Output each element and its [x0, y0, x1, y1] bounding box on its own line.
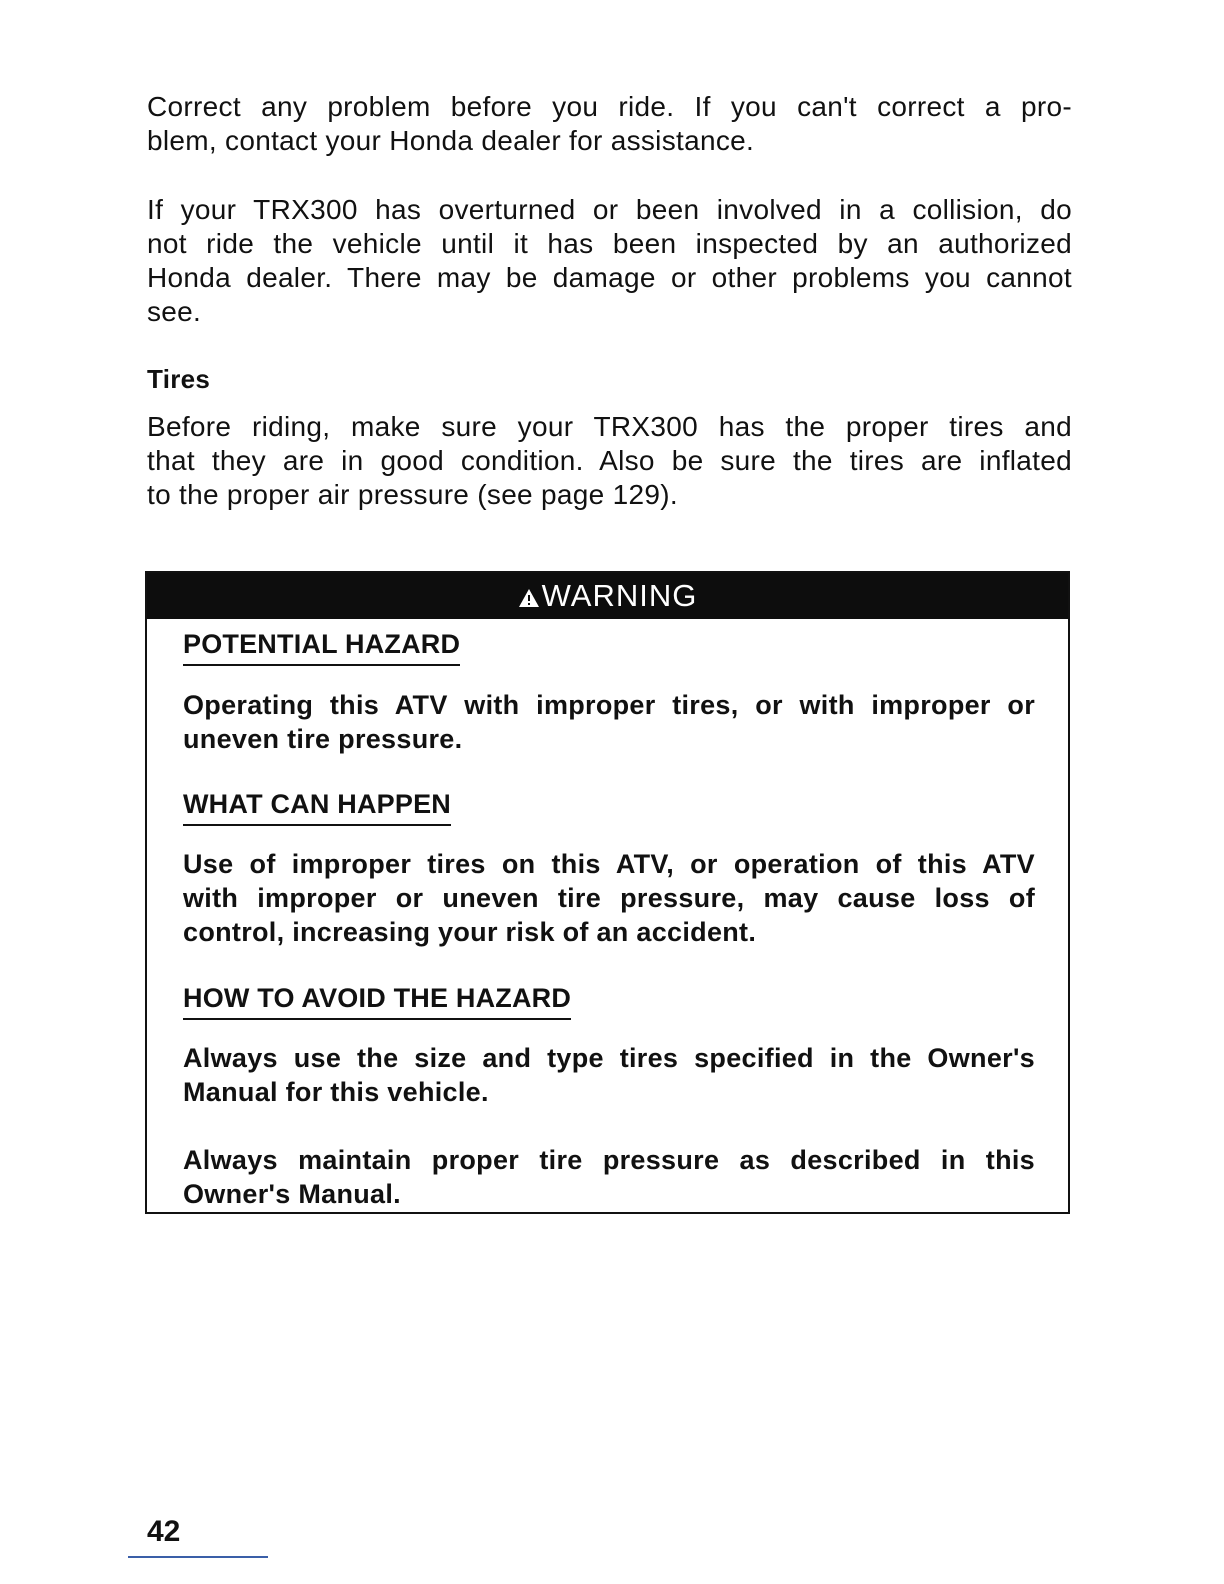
text-line: Before riding, make sure your TRX300 has the proper tires and [147, 411, 1072, 442]
what-can-happen-heading: WHAT CAN HAPPEN [183, 789, 451, 826]
text-line: Always maintain proper tire pressure as described in this [183, 1145, 1035, 1175]
text-line: Manual for this vehicle. [183, 1077, 489, 1107]
intro-paragraph-1 [147, 90, 1072, 158]
page-footer-rule [128, 1556, 268, 1558]
text-line: Always use the size and type tires specified in the Owner's [183, 1043, 1035, 1073]
tires-paragraph [147, 410, 1072, 512]
page-number: 42 [147, 1515, 181, 1548]
text-line: Use of improper tires on this ATV, or operation of this ATV [183, 849, 1035, 879]
how-to-avoid-text-1 [183, 1041, 1035, 1109]
warning-header-bar [147, 573, 1068, 619]
warning-box [145, 571, 1070, 1214]
warning-triangle-icon [518, 580, 540, 616]
what-can-happen-text [183, 847, 1035, 949]
warning-title: WARNING [541, 578, 698, 613]
text-line: uneven tire pressure. [183, 724, 463, 754]
text-line: Owner's Manual. [183, 1179, 401, 1209]
text-line: Operating this ATV with improper tires, or with improper or [183, 690, 1035, 720]
intro-paragraph-2 [147, 193, 1072, 329]
potential-hazard-text [183, 688, 1035, 756]
how-to-avoid-heading: HOW TO AVOID THE HAZARD [183, 983, 571, 1020]
potential-hazard-heading: POTENTIAL HAZARD [183, 629, 460, 666]
text-line: see. [147, 296, 202, 327]
tires-heading: Tires [147, 364, 211, 394]
text-line: Correct any problem before you ride. If you can't correct a pro- [147, 91, 1072, 122]
text-line: control, increasing your risk of an accident. [183, 917, 757, 947]
text-line: that they are in good condition. Also be sure the tires are inflated [147, 445, 1072, 476]
text-line: Honda dealer. There may be damage or other problems you cannot [147, 262, 1072, 293]
text-line: not ride the vehicle until it has been inspected by an authorized [147, 228, 1072, 259]
text-line: blem, contact your Honda dealer for assistance. [147, 125, 755, 156]
how-to-avoid-text-2 [183, 1143, 1035, 1211]
text-line: If your TRX300 has overturned or been involved in a collision, do [147, 194, 1072, 225]
text-line: to the proper air pressure (see page 129). [147, 479, 678, 510]
text-line: with improper or uneven tire pressure, may cause loss of [183, 883, 1035, 913]
